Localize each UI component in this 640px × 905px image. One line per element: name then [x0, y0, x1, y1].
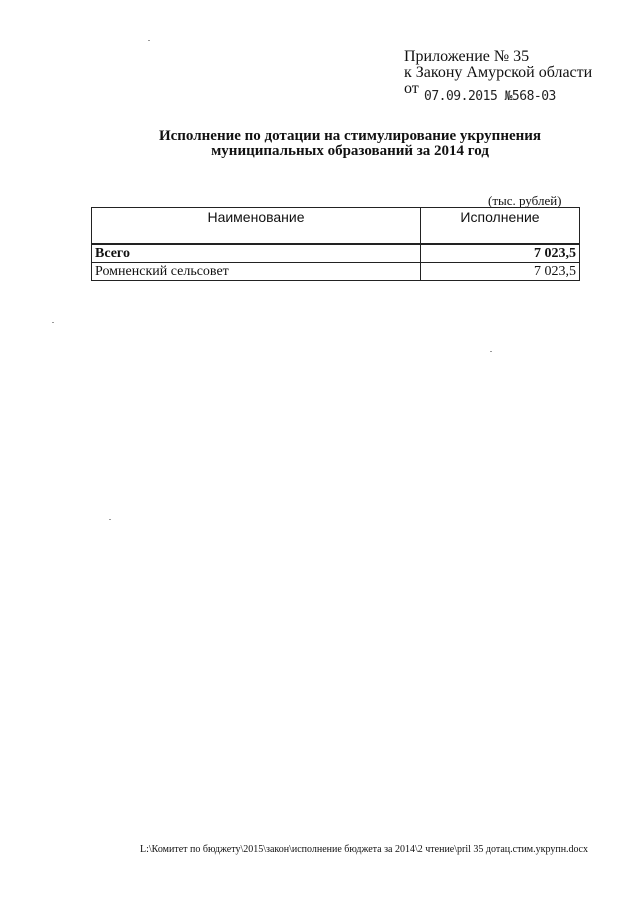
scan-speck	[148, 40, 150, 41]
file-path-footer: L:\Комитет по бюджету\2015\закон\исполнение бюджета за 2014\2 чтение\pril 35 дотац.стим.укрупн.docx	[140, 844, 588, 855]
appendix-header	[404, 48, 593, 104]
units-label: (тыс. рублей)	[488, 193, 562, 208]
scan-speck	[109, 519, 111, 520]
table-row	[92, 263, 580, 281]
row-name-cell: Ромненский сельсовет	[92, 263, 421, 281]
scan-speck	[52, 322, 54, 323]
appendix-number: Приложение № 35	[404, 48, 530, 65]
appendix-date-prefix: от	[404, 80, 419, 97]
execution-table	[91, 207, 580, 281]
scan-speck	[490, 351, 492, 352]
appendix-date-stamp: 07.09.2015 №568-03	[424, 89, 556, 104]
table-header-row	[92, 208, 580, 245]
appendix-law-reference: к Закону Амурской области	[404, 64, 593, 81]
row-name-cell: Всего	[92, 244, 421, 263]
row-value-cell: 7 023,5	[421, 244, 580, 263]
document-title: Исполнение по дотации на стимулирование укрупнения муниципальных образований за 2014 год	[158, 128, 542, 159]
column-header-execution: Исполнение	[421, 208, 580, 245]
column-header-name: Наименование	[92, 208, 421, 245]
table-row-total	[92, 244, 580, 263]
row-value-cell: 7 023,5	[421, 263, 580, 281]
